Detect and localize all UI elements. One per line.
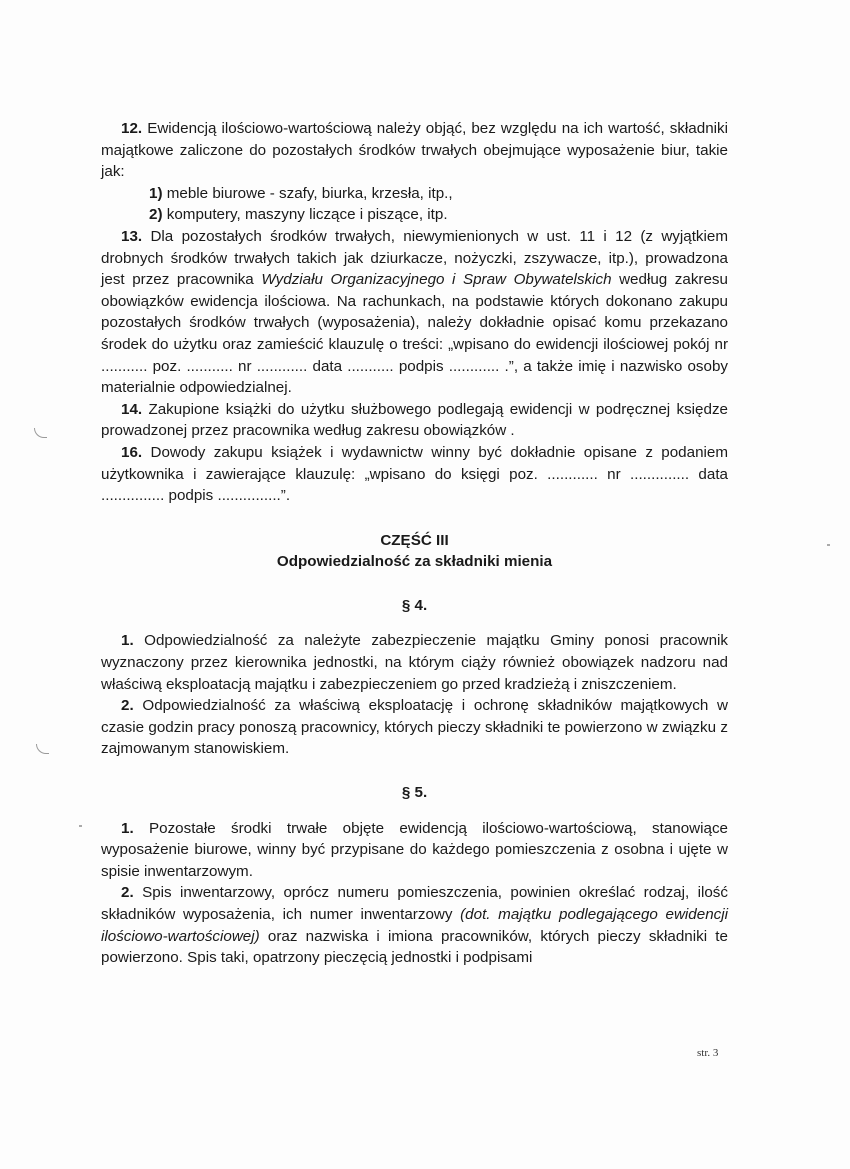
list-item [101, 204, 728, 226]
document-body [101, 118, 728, 969]
paragraph-text: Ewidencją ilościowo-wartościową należy objąć, bez względu na ich wartość, składniki majątkowe zaliczone do pozostałych środków trwałych obejmujące wyposażenie biur, takie jak: [101, 120, 728, 181]
paragraph-number: 13. [121, 227, 143, 245]
paragraph-text: Pozostałe środki trwałe objęte ewidencją ilościowo-wartościową, stanowiące wyposażenie biurowe, winny być przypisane do każdego pomieszczenia z osobna i ujęte w spisie inwentarzowym. [101, 819, 728, 880]
paragraph-text: Odpowiedzialność za należyte zabezpieczenie majątku Gminy ponosi pracownik wyznaczony przez kierownika jednostki, na którym ciąży również obowiązek nadzoru nad właściwą eksploatacją majątku i zabezpieczeniem go przed kradzieżą i zniszczeniem. [101, 632, 728, 693]
paragraph-text: Dla pozostałych środków trwałych, niewymienionych w ust. 11 i 12 (z wyjątkiem drobnych środków trwałych takich jak dziurkacze, nożyczki, zszywacze, itp.), prowadzona jest przez pracownika [101, 227, 728, 289]
section-4-paragraph-2 [101, 695, 728, 760]
paragraph-text: Odpowiedzialność za właściwą eksploatację i ochronę składników majątkowych w czasie godzin pracy ponoszą pracownicy, których pieczy składniki te powierzono w związku z zajmowanym stanowiskiem. [101, 697, 728, 758]
paragraph-13 [101, 226, 728, 399]
paragraph-number: 12. [121, 120, 143, 137]
section-5-paragraph-1 [101, 818, 728, 883]
paragraph-14 [101, 399, 728, 442]
scan-artifact [36, 744, 49, 754]
item-number: 2) [149, 206, 163, 224]
paragraph-note: (dot. majątku podlegającego ewidencji ilościowo-wartościowej) [101, 906, 728, 945]
item-text: meble biurowe - szafy, biurka, krzesła, itp., [166, 184, 453, 202]
paragraph-number: 2. [121, 697, 134, 715]
paragraph-12 [101, 118, 728, 183]
paragraph-text: Dowody zakupu książek i wydawnictw winny być dokładnie opisane z podaniem użytkownika i zawierające klauzulę: „wpisano do księgi poz. ............ nr .............. data ............... podpis ...............”. [101, 443, 728, 505]
paragraph-text: oraz nazwiska i imiona pracowników, których pieczy składniki te powierzono. Spis taki, opatrzony pieczęcią jednostki i podpisami [101, 927, 728, 967]
paragraph-number: 1. [121, 632, 134, 650]
part-subtitle: Odpowiedzialność za składniki mienia [276, 553, 553, 571]
scan-artifact [827, 544, 830, 546]
section-4-paragraph-1 [101, 630, 728, 695]
page-number: str. 3 [697, 1047, 719, 1059]
list-item [101, 183, 728, 205]
paragraph-text: Spis inwentarzowy, oprócz numeru pomieszczenia, powinien określać rodzaj, ilość składników wyposażenia, ich numer inwentarzowy [101, 884, 728, 923]
section-header-4: § 4. [401, 596, 428, 614]
paragraph-16 [101, 442, 728, 507]
paragraph-text: Zakupione książki do użytku służbowego podlegają ewidencji w podręcznej księdze prowadzonej przez pracownika według zakresu obowiązków . [101, 400, 728, 440]
scan-artifact [79, 825, 82, 827]
item-text: komputery, maszyny liczące i piszące, itp. [166, 206, 448, 224]
section-5-paragraph-2 [101, 882, 728, 968]
paragraph-number: 14. [121, 400, 143, 418]
paragraph-text: według zakresu obowiązków ewidencja ilościowa. Na rachunkach, na podstawie których dokonano zakupu pozostałych środków trwałych (wyposażenia), należy dokładnie opisać komu przekazano środek do użytku oraz zamieścić klauzulę o treści: „wpisano do ewidencji ilościowej pokój nr ........... poz. ........... nr ............ data ........... podpis ............ .”, a także imię i nazwisko osoby materialnie odpowiedzialnej. [101, 271, 728, 397]
paragraph-number: 16. [121, 443, 143, 461]
department-name: Wydziału Organizacyjnego i Spraw Obywatelskich [261, 271, 612, 289]
part-title: CZĘŚĆ III [380, 531, 449, 549]
paragraph-number: 1. [121, 819, 134, 837]
section-header-5: § 5. [401, 784, 428, 802]
scan-artifact [34, 428, 47, 438]
paragraph-number: 2. [121, 884, 134, 902]
item-number: 1) [149, 184, 163, 202]
